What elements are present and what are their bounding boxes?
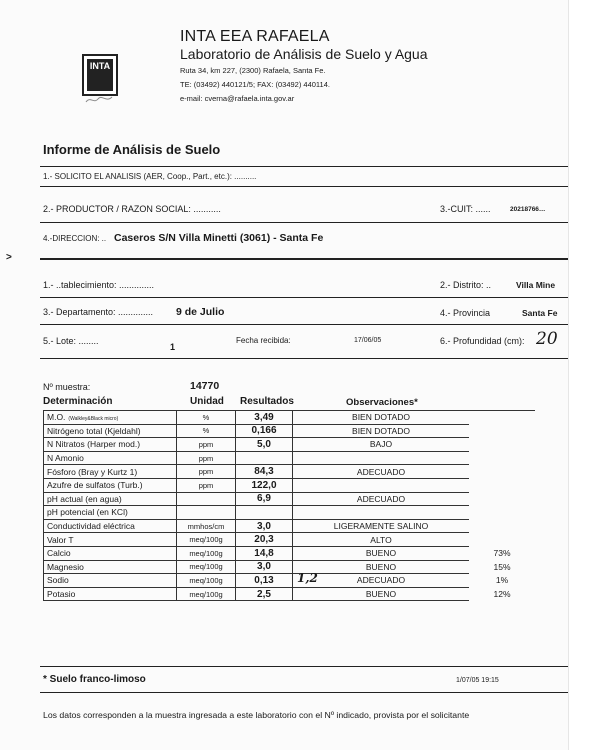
- resultado-cell: [236, 492, 293, 506]
- determinacion-cell-text: Conductividad eléctrica: [47, 521, 135, 532]
- margin-arrow: >: [6, 252, 12, 263]
- determinacion-cell-text: N Nitratos (Harper mod.): [47, 439, 141, 450]
- inta-logo: [82, 54, 118, 96]
- unidad-cell-text: meq/100g: [189, 535, 223, 545]
- resultado-cell-text: 3,0: [257, 561, 271, 573]
- determinacion-cell-text: Nitrógeno total (Kjeldahl): [47, 425, 141, 436]
- unidad-cell-text: meq/100g: [189, 548, 223, 558]
- unidad-cell: [177, 506, 236, 520]
- unidad-cell-text: %: [202, 426, 210, 436]
- table-row: [44, 492, 536, 506]
- resultado-cell: [236, 451, 293, 465]
- determinacion-cell: [44, 574, 177, 588]
- determinacion-cell: [44, 506, 177, 520]
- muestra-value: 14770: [190, 380, 220, 392]
- porcentaje-cell-text: 73%: [493, 548, 511, 559]
- porcentaje-cell: [469, 574, 535, 588]
- resultado-cell-text: 20,3: [254, 534, 274, 546]
- porcentaje-cell: [469, 424, 535, 438]
- profundidad-label: 6.- Profundidad (cm):: [440, 336, 525, 346]
- handwritten-note: 1,2: [297, 571, 318, 586]
- report-timestamp: 1/07/05 19:15: [456, 677, 499, 684]
- logo-caption-mark: [84, 94, 114, 106]
- determinacion-cell: [44, 424, 177, 438]
- observacion-cell: [293, 438, 470, 452]
- unidad-cell: [177, 424, 236, 438]
- determinacion-cell-text: Potasio: [47, 589, 76, 600]
- establecimiento-label: 1.- ..tablecimiento: ..............: [43, 280, 155, 290]
- unidad-cell-text: meq/100g: [189, 562, 223, 572]
- resultado-cell: [236, 506, 293, 520]
- departamento-label: 3.- Departamento: ..............: [43, 307, 154, 317]
- observacion-cell: [293, 492, 470, 506]
- determinacion-cell: [44, 533, 177, 547]
- resultado-cell: [236, 465, 293, 479]
- resultado-cell: [236, 424, 293, 438]
- porcentaje-cell: [469, 506, 535, 520]
- resultado-cell-text: 84,3: [254, 466, 274, 478]
- observacion-cell: [293, 560, 470, 574]
- porcentaje-cell: [469, 533, 535, 547]
- method-note: (Walkley&Black micro): [68, 416, 119, 423]
- table-row: [44, 411, 536, 425]
- determinacion-cell: [44, 465, 177, 479]
- unidad-cell: [177, 492, 236, 506]
- col-header-determinacion: Determinación: [43, 396, 113, 407]
- resultado-cell-text: 0,13: [254, 574, 274, 586]
- divider: [40, 166, 568, 167]
- disclaimer: Los datos corresponden a la muestra ingresada a este laboratorio con el Nº indicado, provista por el solicitante: [43, 710, 470, 720]
- table-row: [44, 533, 536, 547]
- table-row: [44, 546, 536, 560]
- unidad-cell: [177, 411, 236, 425]
- porcentaje-cell: [469, 478, 535, 492]
- observacion-cell-text: ADECUADO: [356, 466, 406, 477]
- resultado-cell-text: 3,0: [257, 520, 271, 532]
- observacion-cell: [293, 587, 470, 601]
- unidad-cell-text: ppm: [198, 467, 214, 477]
- table-row: [44, 424, 536, 438]
- direccion-value: Caseros S/N Villa Minetti (3061) - Santa Fe: [114, 232, 324, 244]
- determinacion-cell: [44, 478, 177, 492]
- determinacion-cell-text: M.O.: [47, 412, 66, 423]
- table-row: [44, 438, 536, 452]
- resultado-cell: [236, 574, 293, 588]
- observacion-cell-text: ALTO: [370, 534, 392, 545]
- muestra-label: Nº muestra:: [43, 382, 91, 392]
- divider: [40, 666, 568, 667]
- logo-text: INTA: [87, 59, 113, 91]
- unidad-cell-text: ppm: [198, 453, 214, 463]
- observacion-cell-text: BIEN DOTADO: [352, 425, 410, 436]
- observacion-cell-text: BUENO: [365, 548, 397, 559]
- divider: [40, 692, 568, 693]
- observacion-cell: [293, 451, 470, 465]
- observacion-cell: [293, 546, 470, 560]
- porcentaje-cell: [469, 492, 535, 506]
- determinacion-cell: [44, 519, 177, 533]
- porcentaje-cell: [469, 546, 535, 560]
- institution-name: INTA EEA RAFAELA: [180, 28, 330, 45]
- determinacion-cell-text: pH potencial (en KCl): [47, 507, 128, 518]
- observacion-cell-text: LIGERAMENTE SALINO: [333, 521, 429, 532]
- resultado-cell-text: 122,0: [251, 479, 277, 491]
- observacion-cell-text: BAJO: [369, 439, 393, 450]
- resultado-cell: [236, 478, 293, 492]
- provincia-value: Santa Fe: [522, 308, 558, 318]
- determinacion-cell: [44, 411, 177, 425]
- porcentaje-cell: [469, 560, 535, 574]
- determinacion-cell: [44, 560, 177, 574]
- lab-name: Laboratorio de Análisis de Suelo y Agua: [180, 46, 428, 62]
- unidad-cell: [177, 560, 236, 574]
- unidad-cell: [177, 533, 236, 547]
- unidad-cell-text: mmhos/cm: [187, 521, 225, 531]
- resultado-cell-text: 0,166: [251, 425, 277, 437]
- unidad-cell: [177, 574, 236, 588]
- lote-value: 1: [170, 342, 176, 352]
- observacion-cell-text: BIEN DOTADO: [352, 412, 410, 423]
- observacion-cell-text: ADECUADO: [356, 575, 406, 586]
- unidad-cell-text: %: [202, 412, 210, 422]
- divider: [40, 222, 568, 223]
- table-row: [44, 560, 536, 574]
- observacion-cell-text: BUENO: [365, 561, 397, 572]
- resultado-cell: [236, 546, 293, 560]
- porcentaje-cell-text: 15%: [493, 561, 511, 572]
- determinacion-cell-text: Fósforo (Bray y Kurtz 1): [47, 466, 138, 477]
- lab-address: Ruta 34, km 227, (2300) Rafaela, Santa Fe.: [180, 66, 326, 75]
- observacion-cell: [293, 519, 470, 533]
- fecha-value: 17/06/05: [354, 337, 382, 344]
- porcentaje-cell: [469, 519, 535, 533]
- porcentaje-cell: [469, 411, 535, 425]
- cuit-value: 20218766…: [510, 206, 546, 213]
- porcentaje-cell-text: 1%: [495, 575, 509, 586]
- determinacion-cell: [44, 587, 177, 601]
- unidad-cell: [177, 546, 236, 560]
- col-header-observaciones: Observaciones*: [346, 397, 418, 408]
- observacion-cell-text: BUENO: [365, 589, 397, 600]
- observacion-cell: [293, 478, 470, 492]
- porcentaje-cell: [469, 438, 535, 452]
- observacion-cell: [293, 533, 470, 547]
- resultado-cell-text: 2,5: [257, 588, 271, 600]
- observacion-cell: [293, 424, 470, 438]
- lab-email: e-mail: cverna@rafaela.inta.gov.ar: [180, 94, 295, 103]
- observacion-cell: [293, 411, 470, 425]
- unidad-cell: [177, 438, 236, 452]
- solicito-label: 1.- SOLICITO EL ANALISIS (AER, Coop., Part., etc.): ..........: [43, 172, 257, 181]
- porcentaje-cell-text: 12%: [493, 589, 511, 600]
- determinacion-cell: [44, 451, 177, 465]
- direccion-label: 4.-DIRECCION: ..: [43, 234, 107, 243]
- results-table: [43, 410, 535, 601]
- observacion-cell: [293, 506, 470, 520]
- porcentaje-cell: [469, 451, 535, 465]
- unidad-cell: [177, 587, 236, 601]
- table-row: [44, 574, 536, 588]
- determinacion-cell: [44, 438, 177, 452]
- lote-label: 5.- Lote: ........: [43, 336, 99, 346]
- unidad-cell: [177, 519, 236, 533]
- unidad-cell-text: ppm: [198, 480, 214, 490]
- divider: [40, 324, 568, 325]
- porcentaje-cell: [469, 587, 535, 601]
- profundidad-value: 20: [536, 329, 558, 349]
- table-row: [44, 465, 536, 479]
- unidad-cell-text: meq/100g: [189, 575, 223, 585]
- unidad-cell-text: ppm: [198, 439, 214, 449]
- col-header-unidad: Unidad: [190, 396, 224, 407]
- observacion-cell: [293, 571, 470, 588]
- divider: [40, 358, 568, 359]
- resultado-cell: [236, 438, 293, 452]
- determinacion-cell-text: pH actual (en agua): [47, 493, 122, 504]
- determinacion-cell-text: Magnesio: [47, 561, 84, 572]
- determinacion-cell-text: N Amonio: [47, 453, 84, 464]
- page-edge: [568, 0, 600, 750]
- observacion-cell: [293, 465, 470, 479]
- resultado-cell: [236, 411, 293, 425]
- cuit-label: 3.-CUIT: ......: [440, 204, 491, 214]
- resultado-cell-text: 14,8: [254, 547, 274, 559]
- unidad-cell-text: meq/100g: [189, 589, 223, 599]
- porcentaje-cell: [469, 465, 535, 479]
- lab-phone: TE: (03492) 440121/5; FAX: (03492) 440114.: [180, 80, 330, 89]
- observacion-cell-text: ADECUADO: [356, 493, 406, 504]
- distrito-value: Villa Mine: [516, 280, 556, 290]
- unidad-cell: [177, 465, 236, 479]
- determinacion-cell: [44, 492, 177, 506]
- resultado-cell: [236, 587, 293, 601]
- table-row: [44, 587, 536, 601]
- unidad-cell: [177, 478, 236, 492]
- resultado-cell: [236, 533, 293, 547]
- col-header-resultados: Resultados: [240, 396, 294, 407]
- resultado-cell: [236, 560, 293, 574]
- report-title: Informe de Análisis de Suelo: [43, 142, 221, 157]
- resultado-cell-text: 3,49: [254, 411, 274, 423]
- unidad-cell: [177, 451, 236, 465]
- table-row: [44, 451, 536, 465]
- fecha-label: Fecha recibida:: [236, 336, 291, 345]
- departamento-value: 9 de Julio: [176, 306, 225, 318]
- table-row: [44, 519, 536, 533]
- resultado-cell-text: 5,0: [257, 438, 271, 450]
- divider: [40, 186, 568, 187]
- resultado-cell-text: 6,9: [257, 493, 271, 505]
- table-row: [44, 478, 536, 492]
- soil-type: * Suelo franco-limoso: [43, 674, 146, 685]
- determinacion-cell-text: Azufre de sulfatos (Turb.): [47, 480, 143, 491]
- productor-label: 2.- PRODUCTOR / RAZON SOCIAL: ...........: [43, 204, 221, 214]
- table-row: [44, 506, 536, 520]
- determinacion-cell: [44, 546, 177, 560]
- resultado-cell: [236, 519, 293, 533]
- divider: [40, 297, 568, 298]
- distrito-label: 2.- Distrito: ..: [440, 280, 492, 290]
- provincia-label: 4.- Provincia: [440, 308, 491, 318]
- determinacion-cell-text: Sodio: [47, 575, 69, 586]
- divider: [40, 258, 568, 260]
- determinacion-cell-text: Calcio: [47, 548, 71, 559]
- determinacion-cell-text: Valor T: [47, 534, 74, 545]
